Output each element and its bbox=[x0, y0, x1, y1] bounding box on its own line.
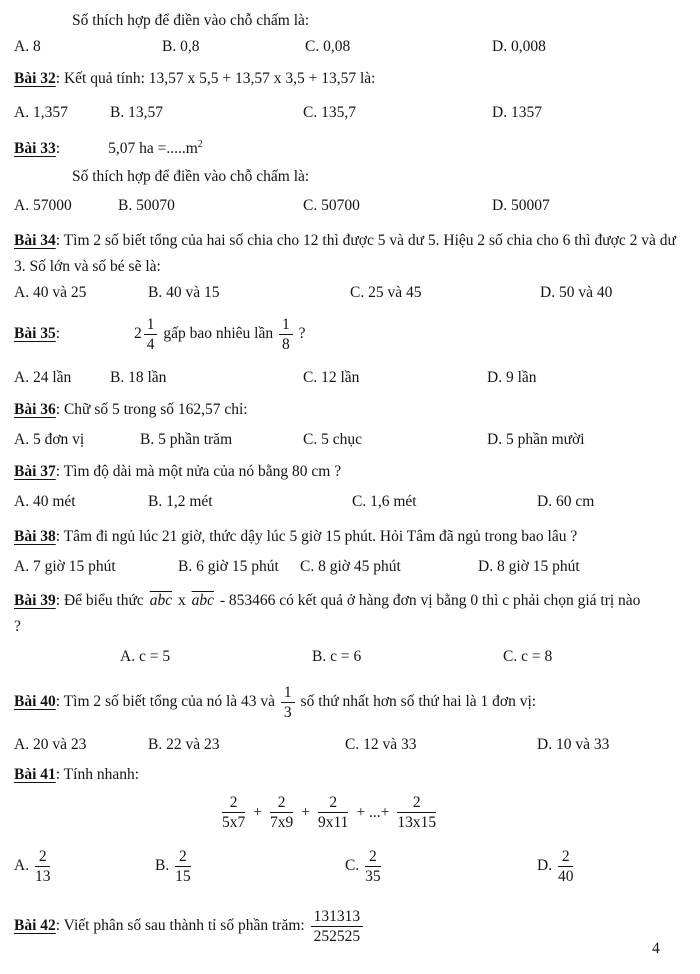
question-41-label: Bài 41 bbox=[14, 766, 56, 783]
question-32-text: : Kết quả tính: 13,57 x 5,5 + 13,57 x 3,5 + 13,57 là: bbox=[55, 70, 376, 87]
question-37-text: : Tìm độ dài mà một nửa của nó bằng 80 cm ? bbox=[55, 463, 342, 480]
option-b: B. 6 giờ 15 phút bbox=[178, 558, 279, 575]
question-39-question-mark: ? bbox=[14, 618, 21, 635]
question-34 bbox=[14, 228, 682, 280]
option-d: D. 8 giờ 15 phút bbox=[478, 558, 580, 575]
option-b: B. 18 lần bbox=[110, 369, 167, 386]
question-36-text: : Chữ số 5 trong số 162,57 chỉ: bbox=[55, 401, 248, 418]
option-d: D. $\frac{2}{40}$ bbox=[537, 848, 574, 886]
option-d: D. 10 và 33 bbox=[537, 736, 610, 753]
option-c: C. 5 chục bbox=[303, 431, 362, 448]
option-b: B. 13,57 bbox=[110, 104, 163, 121]
question-41 bbox=[14, 764, 139, 786]
question-36 bbox=[14, 399, 248, 421]
fraction: $\frac{2}{40}$ bbox=[557, 848, 574, 886]
question-37-label: Bài 37 bbox=[14, 463, 56, 480]
question-38-options-row bbox=[14, 558, 686, 582]
option-d: D. 50 và 40 bbox=[540, 284, 613, 301]
question-36-options-row bbox=[14, 431, 686, 455]
option-d: D. 1357 bbox=[492, 104, 542, 121]
option-b: B. 40 và 15 bbox=[148, 284, 220, 301]
option-b: B. 5 phần trăm bbox=[140, 431, 233, 448]
fraction: $\frac{1}{8}$ bbox=[279, 316, 293, 353]
question-39-label: Bài 39 bbox=[14, 592, 56, 609]
question-42-label: Bài 42 bbox=[14, 917, 56, 935]
question-35-mid-text: gấp bao nhiêu lần bbox=[159, 325, 277, 343]
option-a: A. 1,357 bbox=[14, 104, 68, 121]
option-c: C. 12 và 33 bbox=[345, 736, 417, 753]
question-35-options-row bbox=[14, 369, 686, 393]
question-37 bbox=[14, 461, 341, 483]
question-33-colon: : bbox=[55, 140, 61, 158]
question-33 bbox=[14, 134, 203, 160]
fraction: $\frac{2}{15}$ bbox=[175, 848, 191, 886]
question-40 bbox=[14, 684, 536, 721]
question-35-colon: : bbox=[55, 325, 61, 343]
question-38-label: Bài 38 bbox=[14, 528, 56, 545]
plus-operator: + bbox=[301, 803, 310, 821]
question-32 bbox=[14, 68, 376, 90]
option-a: A. 20 và 23 bbox=[14, 736, 87, 753]
option-b: B. c = 6 bbox=[312, 648, 362, 665]
fraction: $\frac{2}{13}$ bbox=[34, 848, 51, 886]
question-36-label: Bài 36 bbox=[14, 401, 56, 418]
overline-abc: $\overline{abc}$ bbox=[149, 592, 173, 609]
intro-options-row bbox=[14, 38, 686, 62]
fraction: $\frac{2}{9x11}$ bbox=[318, 794, 349, 832]
question-33-equation: 5,07 ha =.....m bbox=[108, 140, 198, 158]
option-c: C. $\frac{2}{35}$ bbox=[345, 848, 381, 886]
option-c: C. 12 lần bbox=[303, 369, 360, 386]
option-c: C. 8 giờ 45 phút bbox=[300, 558, 401, 575]
option-d: D. 60 cm bbox=[537, 493, 595, 510]
question-33-label: Bài 33 bbox=[14, 140, 56, 158]
question-34-text: : Tìm 2 số biết tổng của hai số chia cho 12 thì được 5 và dư 5. Hiệu 2 số chia cho 6 thì được 2 và dư 3. Số lớn và số bé sẽ là: bbox=[14, 232, 676, 275]
question-32-options-row bbox=[14, 104, 686, 128]
plus-ellipsis-operator: + ...+ bbox=[356, 803, 390, 821]
question-35-label: Bài 35 bbox=[14, 325, 56, 343]
fraction: $\frac{2}{5x7}$ bbox=[222, 794, 246, 832]
question-39-options-row bbox=[14, 648, 686, 672]
option-c: C. 135,7 bbox=[303, 104, 356, 121]
question-32-label: Bài 32 bbox=[14, 70, 56, 87]
question-40-text-2: số thứ nhất hơn số thứ hai là 1 đơn vị: bbox=[296, 693, 537, 711]
option-b: B. 1,2 mét bbox=[148, 493, 213, 510]
fraction: $\frac{2}{13x15}$ bbox=[397, 794, 437, 832]
option-a: A. $\frac{2}{13}$ bbox=[14, 848, 51, 886]
option-c: C. 1,6 mét bbox=[352, 493, 417, 510]
option-d: D. 5 phần mười bbox=[487, 431, 585, 448]
option-a: A. 40 và 25 bbox=[14, 284, 87, 301]
question-41-options-row bbox=[14, 848, 686, 896]
option-a: A. 8 bbox=[14, 38, 41, 55]
option-a: A. c = 5 bbox=[120, 648, 171, 665]
question-40-label: Bài 40 bbox=[14, 693, 56, 711]
option-a: A. 24 lần bbox=[14, 369, 72, 386]
fraction: $\frac{131313}{252525}$ bbox=[311, 908, 364, 945]
question-39-times: x bbox=[174, 592, 190, 609]
intro-prompt: Số thích hợp để điền vào chỗ chấm là: bbox=[72, 12, 310, 29]
question-39 bbox=[14, 588, 682, 640]
option-d: D. 50007 bbox=[492, 197, 550, 214]
question-34-options-row bbox=[14, 284, 686, 308]
option-d: D. 9 lần bbox=[487, 369, 537, 386]
question-38-text: : Tâm đi ngủ lúc 21 giờ, thức dậy lúc 5 giờ 15 phút. Hỏi Tâm đã ngủ trong bao lâu ? bbox=[55, 528, 578, 545]
fraction: $\frac{1}{4}$ bbox=[144, 316, 158, 353]
plus-operator: + bbox=[253, 803, 262, 821]
question-33-exponent: 2 bbox=[197, 139, 203, 150]
option-c: C. c = 8 bbox=[503, 648, 553, 665]
question-42 bbox=[14, 908, 365, 945]
option-b: B. 0,8 bbox=[162, 38, 200, 55]
fraction: $\frac{2}{7x9}$ bbox=[270, 794, 294, 832]
question-38 bbox=[14, 526, 577, 548]
option-a: A. 40 mét bbox=[14, 493, 76, 510]
option-a: A. 5 đơn vị bbox=[14, 431, 85, 448]
option-c: C. 25 và 45 bbox=[350, 284, 422, 301]
option-a: A. 7 giờ 15 phút bbox=[14, 558, 116, 575]
question-40-options-row bbox=[14, 736, 686, 760]
option-a: A. 57000 bbox=[14, 197, 72, 214]
question-33-prompt: Số thích hợp để điền vào chỗ chấm là: bbox=[72, 168, 310, 185]
option-b: B. $\frac{2}{15}$ bbox=[155, 848, 191, 886]
option-c: C. 50700 bbox=[303, 197, 360, 214]
question-33-options-row bbox=[14, 197, 686, 221]
fraction: $\frac{1}{3}$ bbox=[281, 684, 295, 721]
option-b: B. 22 và 23 bbox=[148, 736, 220, 753]
option-c: C. 0,08 bbox=[305, 38, 351, 55]
question-35 bbox=[14, 316, 306, 353]
question-40-text-1: : Tìm 2 số biết tổng của nó là 43 và bbox=[55, 693, 279, 711]
question-34-label: Bài 34 bbox=[14, 232, 56, 249]
question-35-whole-number: 2 bbox=[133, 325, 142, 343]
question-35-tail: ? bbox=[294, 325, 306, 343]
option-d: D. 0,008 bbox=[492, 38, 546, 55]
question-37-options-row bbox=[14, 493, 686, 517]
question-41-formula bbox=[220, 794, 438, 831]
page-number: 4 bbox=[652, 940, 660, 957]
option-b: B. 50070 bbox=[118, 197, 175, 214]
question-39-text-1: : Để biểu thức bbox=[55, 592, 148, 609]
fraction: $\frac{2}{35}$ bbox=[365, 848, 381, 886]
question-39-text-2: - 853466 có kết quả ở hàng đơn vị bằng 0 thì c phải chọn giá trị nào bbox=[215, 592, 641, 609]
overline-abc: $\overline{abc}$ bbox=[191, 592, 214, 609]
question-42-text: : Viết phân số sau thành tỉ số phần trăm: bbox=[55, 917, 309, 935]
question-41-text: : Tính nhanh: bbox=[55, 766, 140, 783]
